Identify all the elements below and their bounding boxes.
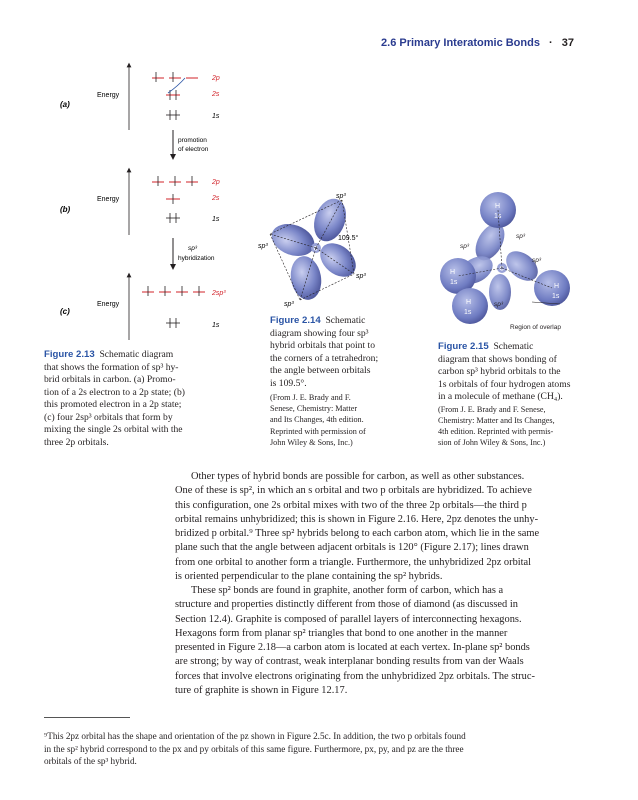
text-line: structure and properties distinctly different from those of diamond (as discussed in [175,599,518,611]
credit-line: Senese, Chemistry: Matter [270,404,358,414]
h-label-bottom: H [466,299,472,306]
credit-line: (From J. E. Brady and F. [270,393,351,402]
panel-c-label: (c) [60,307,70,316]
caption-line: mixing the single 2s orbital with the [44,424,183,435]
panel-b-label: (b) [60,205,71,214]
credit-line: John Wiley & Sons, Inc.) [270,437,353,447]
text-line: from one orbital to another form a triangle. Furthermore, the unhybridized 2pz orbital [175,556,532,568]
text-line: Hexagons form from planar sp² triangles that bond to one another in the manner [175,627,508,639]
promotion-label-2: of electron [178,146,209,153]
caption-line: (c) four 2sp³ orbitals that form by [44,411,173,423]
caption-line: the corners of a tetrahedron; [270,352,379,364]
caption-line: is 109.5°. [270,377,307,389]
sp3-label-left: sp³ [258,243,268,250]
text-line: this configuration, one 2s orbital mixes with two of the three 2p orbitals—the third p [175,499,527,511]
text-line: ture of graphite is shown in Figure 12.17. [175,685,348,697]
level-1s-b: 1s [212,216,220,223]
caption-line: diagram that shows bonding of [438,353,557,365]
section-title: 2.6 Primary Interatomic Bonds [381,37,540,49]
caption-line: 1s orbitals of four hydrogen atoms [438,378,571,390]
text-line: are strong; by way of contrast, weak interplanar bonding results from van der Waals [175,656,524,668]
1s-label-top: 1s [494,213,502,220]
sp3-lobe-bottom [287,254,324,303]
sp3-label-upper: sp³ [516,233,526,240]
caption-line: Schematic [493,341,534,352]
credit-line: 4th edition. Reprinted with permis- [438,426,554,436]
credit-line: sion of John Wiley & Sons, Inc.) [438,438,546,448]
caption-line: carbon sp³ hybrid orbitals to the [438,366,561,377]
1s-label-right: 1s [552,293,560,300]
1s-label-left: 1s [450,279,458,286]
figure-2-14-caption [270,315,420,448]
credit-line: Chemistry: Matter and Its Changes, [438,415,555,425]
figure-2-15-label: Figure 2.15 [438,341,489,352]
sp3-label-top: sp³ [336,193,346,200]
figure-2-13-label: Figure 2.13 [44,349,95,360]
text-line: Section 12.4). Graphite is composed of parallel layers of interconnecting hexagons. [175,613,522,625]
level-2s-a: 2s [212,91,220,98]
text-line: is oriented perpendicular to the plane containing the sp² hybrids. [175,571,443,583]
figure-2-14-label: Figure 2.14 [270,315,321,326]
caption-line: tion of a 2s electron to a 2p state; (b) [44,386,185,398]
energy-label-c: Energy [97,301,120,308]
figure-2-13-caption [44,349,264,449]
caption-line: brid orbitals in carbon. (a) Promo- [44,374,176,385]
sp3-label-bottom: sp³ [494,301,504,308]
text-line: One of these is sp², in which an s orbital and two p orbitals are hybridized. To achieve [175,485,532,497]
1s-label-bottom: 1s [464,309,472,316]
carbon-label: C [313,246,318,253]
h-label-right: H [554,283,560,290]
sp3-label-left: sp³ [460,243,470,250]
level-1s-a: 1s [212,113,220,120]
bond-angle-label: 109.5° [338,235,359,242]
sp3-label-bottom: sp³ [284,301,294,308]
level-2sp3-c: 2sp³ [212,290,226,297]
text-line: plane such that the angle between adjacent orbitals is 120° (Figure 2.17); lines drawn [175,542,529,554]
body-paragraph-1 [175,470,577,584]
credit-line: Reprinted with permission of [270,426,366,436]
caption-line: Schematic diagram [99,349,174,360]
promotion-label: promotion [178,137,207,144]
figure-2-15-diagram [440,188,580,338]
body-paragraph-2 [175,584,577,698]
caption-line: three 2p orbitals. [44,436,109,448]
level-1s-c: 1s [212,322,220,329]
footnote [44,730,604,768]
figure-2-14-diagram [258,186,368,310]
footnote-line: orbitals of the sp³ hybrid. [44,756,137,767]
sp3-label-right: sp³ [532,257,542,264]
caption-line: diagram showing four sp³ [270,327,369,339]
sp3-label-right: sp³ [356,273,366,280]
text-line: These sp² bonds are found in graphite, another form of carbon, which has a [191,585,504,596]
text-line: Other types of hybrid bonds are possible for carbon, as well as other substances. [191,471,525,482]
energy-label-a: Energy [97,92,120,99]
sp3-lobe-left [267,218,319,261]
credit-line: (From J. E. Brady and F. Senese, [438,404,546,414]
figure-2-13-diagram [60,60,250,350]
text-line: presented in Figure 2.18—a carbon atom is located at each vertex. In-plane sp² bonds [175,642,530,654]
page-number: 37 [561,37,574,49]
credit-line: and Its Changes, 4th edition. [270,415,364,425]
figure-2-15-caption [438,341,598,448]
h-label-top: H [495,203,501,210]
panel-a-label: (a) [60,100,70,109]
region-of-overlap-label: Region of overlap [510,324,561,331]
caption-line: in a molecule of methane (CH₄). [438,391,563,402]
footnote-line: in the sp² hybrid correspond to the px and py orbitals of this same figure. Furthermore, px, py, and pz are the three [44,743,464,754]
caption-line: Schematic [325,315,366,326]
text-line: orbital remains unhybridized; this is shown in Figure 2.16. Here, 2pz denotes the unhy- [175,513,539,525]
text-line: bridized p orbital.⁹ Three sp² hybrids belong to each carbon atom, which lie in the same [175,528,540,540]
h-label-left: H [450,269,456,276]
caption-line: the angle between orbitals [270,365,371,376]
level-2p-a: 2p [212,75,220,82]
hybridization-label: hybridization [178,255,215,262]
level-2s-b: 2s [212,195,220,202]
hybridization-label-sp3: sp³ [188,245,198,252]
caption-line: hybrid orbitals that point to [270,340,375,351]
caption-line: that shows the formation of sp³ hy- [44,361,179,373]
caption-line: this promoted electron in a 2p state; [44,399,182,410]
footnote-line: ⁹This 2pz orbital has the shape and orientation of the pz shown in Figure 2.5c. In addition, the two p orbitals found [44,731,466,741]
energy-label-b: Energy [97,196,120,203]
text-line: forces that involve electrons originating from the unhybridized 2pz orbitals. The struc- [175,670,535,682]
carbon-label-ch4: C [499,266,504,273]
level-2p-b: 2p [212,179,220,186]
hydrogen-bottom [452,288,488,324]
running-header: 2.6 Primary Interatomic Bonds · 37 [381,37,574,49]
footnote-rule [44,717,130,718]
